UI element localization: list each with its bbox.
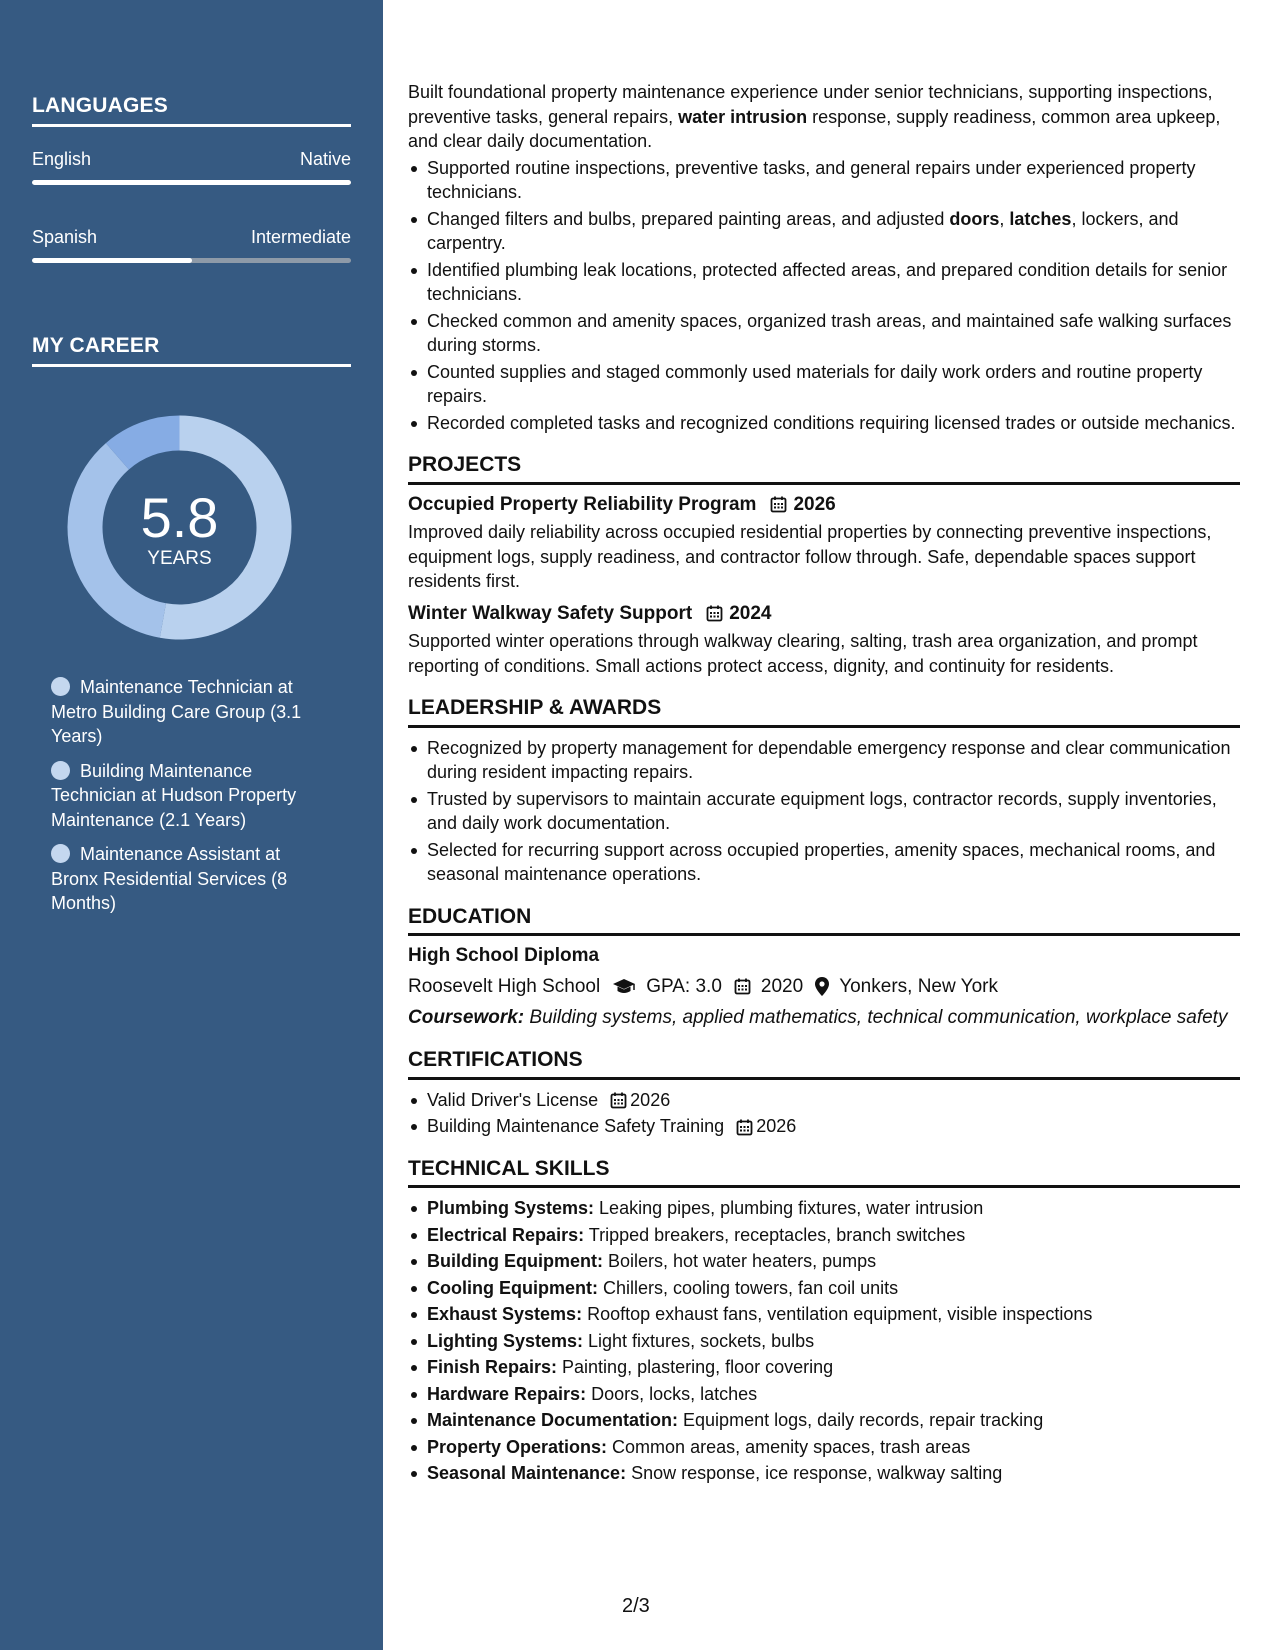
calendar-icon bbox=[736, 1118, 753, 1135]
skill-value: Doors, locks, latches bbox=[586, 1383, 758, 1404]
location-pin-icon bbox=[815, 977, 829, 996]
skill-value: Leaking pipes, plumbing fixtures, water intrusion bbox=[594, 1198, 984, 1218]
skill-value: Snow response, ice response, walkway salting bbox=[626, 1463, 1003, 1483]
skill-value: Rooftop exhaust fans, ventilation equipment, visible inspections bbox=[582, 1304, 1093, 1324]
education-item bbox=[408, 944, 1240, 1030]
certifications-list bbox=[408, 1088, 1240, 1139]
project-item bbox=[408, 602, 1240, 679]
career-total-years: 5.8 bbox=[140, 485, 219, 549]
language-item bbox=[32, 227, 351, 263]
skill-value: Boilers, hot water heaters, pumps bbox=[602, 1251, 877, 1271]
skill-label: Seasonal Maintenance: bbox=[427, 1463, 627, 1483]
project-title: Winter Walkway Safety Support bbox=[408, 602, 693, 624]
summary-keyword: water intrusion bbox=[678, 106, 808, 127]
skill-label: Lighting Systems: bbox=[427, 1330, 584, 1351]
skill-item bbox=[408, 1382, 1240, 1407]
career-item bbox=[51, 675, 326, 749]
language-proficiency-fill bbox=[32, 258, 192, 263]
skill-item bbox=[408, 1461, 1240, 1486]
languages-section bbox=[32, 94, 351, 263]
experience-bullets bbox=[408, 156, 1240, 436]
skill-label: Property Operations: bbox=[427, 1436, 608, 1457]
languages-heading: LANGUAGES bbox=[32, 94, 351, 127]
skills-heading: TECHNICAL SKILLS bbox=[408, 1157, 1240, 1189]
bullet-text: , bbox=[999, 208, 1010, 229]
education-school: Roosevelt High School bbox=[408, 975, 601, 997]
main-content bbox=[408, 80, 1240, 1488]
certification-year: 2026 bbox=[756, 1116, 797, 1136]
calendar-icon bbox=[734, 978, 751, 995]
career-item-text: Maintenance Assistant at Bronx Residential Services (8 Months) bbox=[51, 844, 288, 913]
language-name: Spanish bbox=[32, 227, 98, 247]
skill-item bbox=[408, 1302, 1240, 1327]
leadership-item: Recognized by property management for dependable emergency response and clear communication during resident impacting repairs. bbox=[408, 736, 1240, 785]
bullet-keyword: doors bbox=[949, 208, 1000, 229]
career-heading: MY CAREER bbox=[32, 334, 351, 367]
skill-label: Plumbing Systems: bbox=[427, 1198, 595, 1218]
experience-bullet: Supported routine inspections, preventive tasks, and general repairs under experienced property technicians. bbox=[408, 156, 1240, 205]
skill-label: Hardware Repairs: bbox=[427, 1383, 587, 1404]
graduation-cap-icon bbox=[612, 978, 636, 995]
career-donut bbox=[67, 415, 292, 640]
skill-value: Chillers, cooling towers, fan coil units bbox=[597, 1277, 899, 1298]
summary-text: response, supply readiness, common area upkeep, and clear daily documentation. bbox=[408, 106, 1221, 151]
career-item-text: Building Maintenance Technician at Hudson Property Maintenance (2.1 Years) bbox=[51, 760, 297, 830]
calendar-icon bbox=[770, 496, 787, 513]
education-year: 2020 bbox=[760, 975, 804, 997]
skills-list bbox=[408, 1196, 1240, 1486]
experience-bullet bbox=[408, 207, 1240, 256]
experience-bullet: Recorded completed tasks and recognized conditions requiring licensed trades or outside mechanics. bbox=[408, 411, 1240, 436]
education-location: Yonkers, New York bbox=[839, 975, 998, 997]
calendar-icon bbox=[610, 1091, 627, 1108]
project-description: Improved daily reliability across occupied residential properties by connecting preventive inspections, equipment logs, supply readiness, and contractor follow through. Safe, dependable spaces support residents first. bbox=[408, 522, 1212, 591]
coursework-text: Building systems, applied mathematics, technical communication, workplace safety bbox=[524, 1007, 1228, 1028]
skill-item bbox=[408, 1355, 1240, 1380]
language-proficiency-fill bbox=[32, 180, 351, 185]
calendar-icon bbox=[706, 605, 723, 622]
skill-label: Cooling Equipment: bbox=[427, 1277, 598, 1298]
language-proficiency-bar bbox=[32, 258, 351, 263]
experience-section bbox=[408, 80, 1240, 435]
projects-heading: PROJECTS bbox=[408, 453, 1240, 485]
project-year: 2026 bbox=[793, 493, 836, 515]
certifications-heading: CERTIFICATIONS bbox=[408, 1048, 1240, 1080]
skill-item bbox=[408, 1329, 1240, 1354]
skill-value: Common areas, amenity spaces, trash areas bbox=[607, 1436, 971, 1457]
leadership-list bbox=[408, 736, 1240, 887]
skill-item bbox=[408, 1249, 1240, 1274]
page-number: 2/3 bbox=[622, 1595, 650, 1617]
education-degree: High School Diploma bbox=[408, 945, 600, 966]
skill-item bbox=[408, 1276, 1240, 1301]
sidebar bbox=[0, 0, 383, 1650]
experience-bullet: Checked common and amenity spaces, organized trash areas, and maintained safe walking surfaces during storms. bbox=[408, 309, 1240, 358]
skill-item bbox=[408, 1223, 1240, 1248]
bullet-text: Changed filters and bulbs, prepared painting areas, and adjusted bbox=[427, 208, 950, 229]
skill-value: Painting, plastering, floor covering bbox=[557, 1357, 834, 1377]
language-level: Intermediate bbox=[250, 227, 351, 247]
education-heading: EDUCATION bbox=[408, 905, 1240, 937]
career-years-label: YEARS bbox=[147, 547, 212, 569]
project-title: Occupied Property Reliability Program bbox=[408, 493, 757, 515]
leadership-heading: LEADERSHIP & AWARDS bbox=[408, 696, 1240, 728]
language-item bbox=[32, 149, 351, 185]
certification-name: Building Maintenance Safety Training bbox=[427, 1116, 725, 1136]
experience-summary bbox=[408, 80, 1240, 154]
career-list bbox=[51, 675, 326, 926]
language-name: English bbox=[32, 149, 92, 169]
language-level: Native bbox=[299, 149, 351, 169]
education-coursework bbox=[408, 1005, 1240, 1030]
skill-item bbox=[408, 1196, 1240, 1221]
language-proficiency-bar bbox=[32, 180, 351, 185]
certification-name: Valid Driver's License bbox=[427, 1089, 599, 1110]
bullet-keyword: latches bbox=[1009, 208, 1072, 229]
leadership-item: Selected for recurring support across occupied properties, amenity spaces, mechanical rooms, and seasonal maintenance operations. bbox=[408, 838, 1240, 887]
summary-text: Built foundational property maintenance experience under senior technicians, supporting inspections, preventive tasks, general repairs, bbox=[408, 82, 1213, 127]
experience-bullet: Identified plumbing leak locations, protected affected areas, and prepared condition details for senior technicians. bbox=[408, 258, 1240, 307]
certification-year: 2026 bbox=[630, 1089, 671, 1110]
skill-label: Finish Repairs: bbox=[427, 1357, 558, 1377]
project-year: 2024 bbox=[729, 602, 772, 624]
skill-value: Tripped breakers, receptacles, branch switches bbox=[584, 1224, 966, 1245]
leadership-item: Trusted by supervisors to maintain accurate equipment logs, contractor records, supply inventories, and daily work documentation. bbox=[408, 787, 1240, 836]
skill-value: Light fixtures, sockets, bulbs bbox=[583, 1330, 815, 1351]
career-section bbox=[32, 334, 351, 367]
bullet-text: , lockers, and carpentry. bbox=[427, 208, 1179, 253]
experience-bullet: Counted supplies and staged commonly used materials for daily work orders and routine property repairs. bbox=[408, 360, 1240, 409]
career-item-text: Maintenance Technician at Metro Building Care Group (3.1 Years) bbox=[51, 677, 302, 746]
career-item bbox=[51, 842, 326, 916]
career-item bbox=[51, 759, 326, 833]
bullet-dot-icon bbox=[51, 677, 70, 696]
skill-label: Maintenance Documentation: bbox=[427, 1410, 679, 1430]
project-item bbox=[408, 493, 1240, 594]
project-description: Supported winter operations through walkway clearing, salting, trash area organization, and prompt reporting of conditions. Small actions protect access, dignity, and continuity for residents. bbox=[408, 631, 1198, 676]
skill-label: Building Equipment: bbox=[427, 1251, 603, 1271]
skill-item bbox=[408, 1408, 1240, 1433]
certification-item bbox=[408, 1114, 1240, 1139]
skill-value: Equipment logs, daily records, repair tracking bbox=[678, 1410, 1044, 1430]
coursework-label: Coursework: bbox=[408, 1007, 525, 1028]
education-gpa: GPA: 3.0 bbox=[646, 975, 722, 997]
skill-label: Electrical Repairs: bbox=[427, 1224, 585, 1245]
bullet-dot-icon bbox=[51, 761, 70, 780]
skill-item bbox=[408, 1435, 1240, 1460]
skill-label: Exhaust Systems: bbox=[427, 1304, 583, 1324]
certification-item bbox=[408, 1088, 1240, 1113]
bullet-dot-icon bbox=[51, 844, 70, 863]
